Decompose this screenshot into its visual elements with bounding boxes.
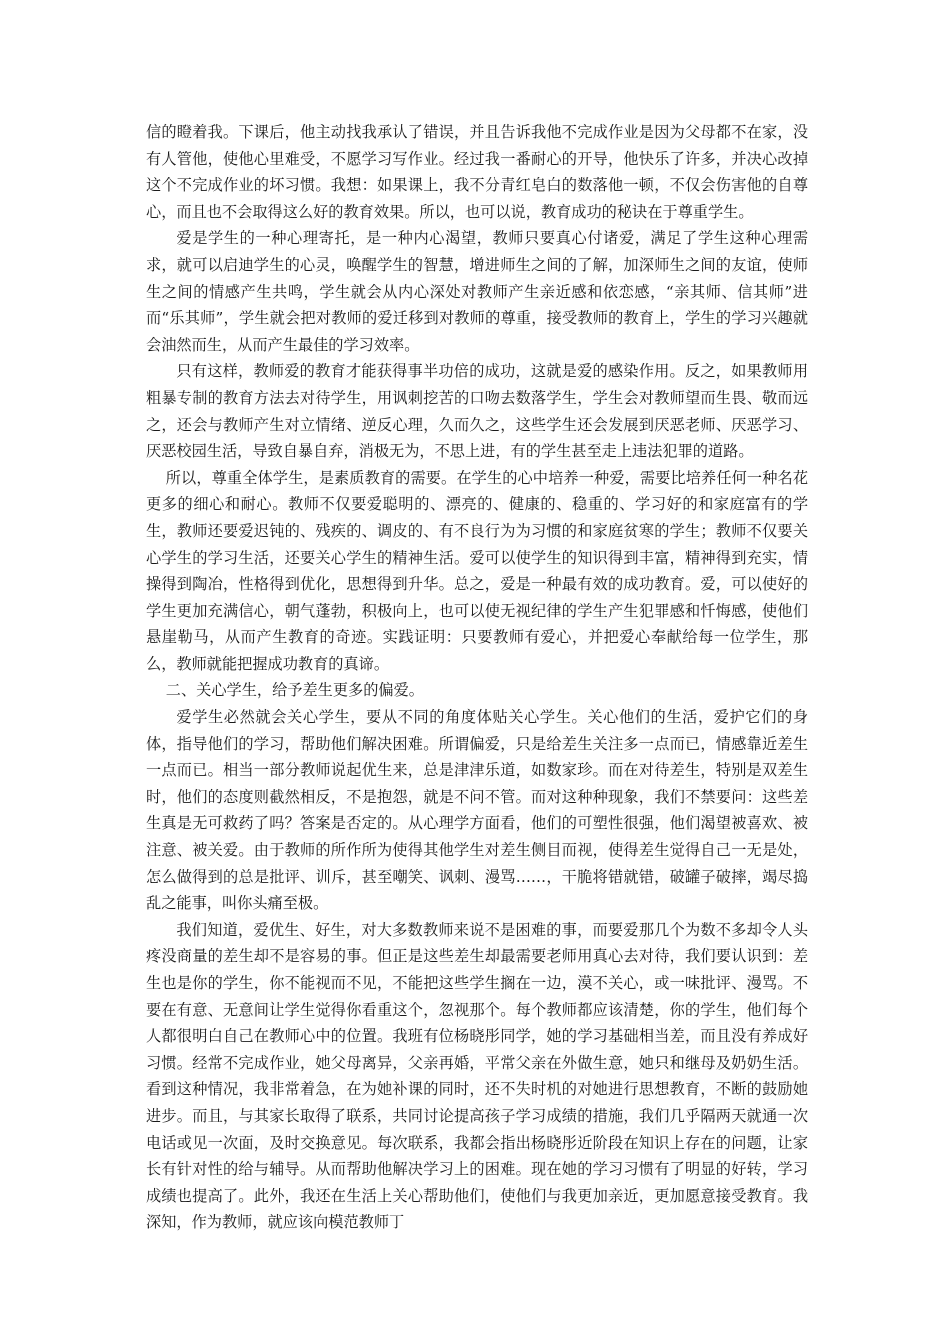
- paragraph-continued: 信的瞪着我。下课后，他主动找我承认了错误，并且告诉我他不完成作业是因为父母都不在家，没有人管他，使他心里难受，不愿学习写作业。经过我一番耐心的开导，他快乐了许多，并决心改掉这个不完成作业的坏习惯。我想：如果课上，我不分青红皂白的数落他一顿，不仅会伤害他的自尊心，而且也不会取得这么好的教育效果。所以，也可以说，教育成功的秘诀在于尊重学生。: [146, 123, 808, 221]
- paragraph-love-psychology: 爱是学生的一种心理寄托，是一种内心渴望，教师只要真心付诸爱，满足了学生这种心理需求，就可以启迪学生的心灵，唤醒学生的智慧，增进师生之间的了解，加深师生之间的友谊，使师生之间的情感产生共鸣，学生就会从内心深处对教师产生亲近感和依恋感，“亲其师、信其师”进而“乐其师”，学生就会把对教师的爱迁移到对教师的尊重，接受教师的教育上，学生的学习兴趣就会油然而生，从而产生最佳的学习效率。: [146, 229, 808, 354]
- paragraph-care-students: 爱学生必然就会关心学生，要从不同的角度体贴关心学生。关心他们的生活，爱护它们的身体，指导他们的学习，帮助他们解决困难。所谓偏爱，只是给差生关注多一点而已，情感靠近差生一点而已。相当一部分教师说起优生来，总是津津乐道，如数家珍。而在对待差生，特别是双差生时，他们的态度则截然相反，不是抱怨，就是不问不管。而对这种种现象，我们不禁要问：这些差生真是无可救药了吗？答案是否定的。从心理学方面看，他们的可塑性很强，他们渴望被喜欢、被注意、被关爱。由于教师的所作所为使得其他学生对差生侧目而视，使得差生觉得自己一无是处，怎么做得到的总是批评、训斥，甚至嘲笑、讽刺、漫骂……，干脆将错就错，破罐子破摔，竭尽捣乱之能事，叫你头痛至极。: [146, 708, 808, 913]
- paragraph-love-poor-students: 我们知道，爱优生、好生，对大多数教师来说不是困难的事，而要爱那几个为数不多却令人头疼没商量的差生却不是容易的事。但正是这些差生却最需要老师用真心去对待，我们要认识到：差生也是你的学生，你不能视而不见，不能把这些学生搁在一边，漠不关心，或一味批评、漫骂。不要在有意、无意间让学生觉得你看重这个，忽视那个。每个教师都应该清楚，你的学生，他们每个人都很明白自己在教师心中的位置。我班有位杨晓彤同学，她的学习基础相当差，而且没有养成好习惯。经常不完成作业，她父母离异，父亲再婚，平常父亲在外做生意，她只和继母及奶奶生活。看到这种情况，我非常着急，在为她补课的同时，还不失时机的对她进行思想教育，不断的鼓励她进步。而且，与其家长取得了联系，共同讨论提高孩子学习成绩的措施，我们几乎隔两天就通一次电话或见一次面，及时交换意见。每次联系，我都会指出杨晓彤近阶段在知识上存在的问题，让家长有针对性的给与辅导。从而帮助他解决学习上的困难。现在她的学习习惯有了明显的好转，学习成绩也提高了。此外，我还在生活上关心帮助他们，使他们与我更加亲近，更加愿意接受教育。我深知，作为教师，就应该向模范教师丁: [146, 920, 808, 1232]
- section-heading-2: 二、关心学生，给予差生更多的偏爱。: [165, 681, 424, 700]
- document-page: [146, 119, 808, 1236]
- paragraph-respect-all-students: 所以，尊重全体学生，是素质教育的需要。在学生的心中培养一种爱，需要比培养任何一种名花更多的细心和耐心。教师不仅要爱聪明的、漂亮的、健康的、稳重的、学习好的和家庭富有的学生，教师还要爱迟钝的、残疾的、调皮的、有不良行为为习惯的和家庭贫寒的学生；教师不仅要关心学生的学习生活，还要关心学生的精神生活。爱可以使学生的知识得到丰富，精神得到充实，情操得到陶冶，性格得到优化，思想得到升华。总之，爱是一种最有效的成功教育。爱，可以使好的学生更加充满信心，朝气蓬勃，积极向上，也可以使无视纪律的学生产生犯罪感和忏悔感，使他们悬崖勒马，从而产生教育的奇迹。实践证明：只要教师有爱心，并把爱心奉献给每一位学生，那么，教师就能把握成功教育的真谛。: [146, 468, 808, 673]
- paragraph-infection-effect: 只有这样，教师爱的教育才能获得事半功倍的成功，这就是爱的感染作用。反之，如果教师用粗暴专制的教育方法去对待学生，用讽刺挖苦的口吻去数落学生，学生会对教师望而生畏、敬而远之，还会与教师产生对立情绪、逆反心理，久而久之，这些学生还会发展到厌恶老师、厌恶学习、厌恶校园生活，导致自暴自弃，消极无为，不思上进，有的学生甚至走上违法犯罪的道路。: [146, 362, 808, 461]
